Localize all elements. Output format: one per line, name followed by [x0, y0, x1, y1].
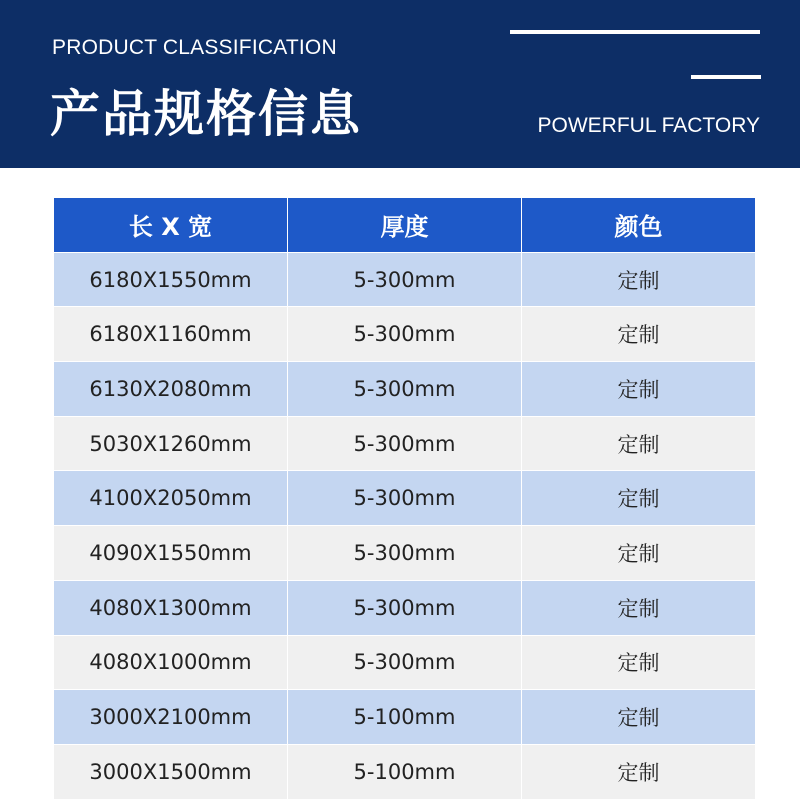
cell-thickness: 5-300mm [288, 581, 522, 635]
page-title: 产品规格信息 [50, 85, 362, 143]
decorative-line-short [691, 75, 761, 79]
cell-size: 4090X1550mm [54, 526, 288, 580]
header-cell-size: 长 X 宽 [54, 198, 288, 252]
cell-size: 6130X2080mm [54, 362, 288, 416]
cell-color: 定制 [522, 581, 755, 635]
table-row [54, 306, 755, 361]
cell-size: 4080X1300mm [54, 581, 288, 635]
header-banner [0, 0, 800, 168]
cell-size: 5030X1260mm [54, 417, 288, 471]
table-row [54, 361, 755, 416]
cell-size: 6180X1550mm [54, 253, 288, 307]
decorative-line-top [510, 30, 760, 34]
spec-table [54, 198, 755, 799]
table-row [54, 689, 755, 744]
table-row [54, 744, 755, 799]
cell-color: 定制 [522, 690, 755, 744]
table-row [54, 635, 755, 690]
header-cell-thickness: 厚度 [288, 198, 522, 252]
cell-thickness: 5-300mm [288, 417, 522, 471]
table-row [54, 416, 755, 471]
table-row [54, 252, 755, 307]
cell-color: 定制 [522, 362, 755, 416]
table-row [54, 525, 755, 580]
table-row [54, 470, 755, 525]
cell-thickness: 5-300mm [288, 253, 522, 307]
cell-color: 定制 [522, 745, 755, 799]
cell-thickness: 5-300mm [288, 362, 522, 416]
cell-thickness: 5-100mm [288, 690, 522, 744]
cell-thickness: 5-300mm [288, 307, 522, 361]
header-subtitle: PRODUCT CLASSIFICATION [52, 36, 337, 59]
cell-thickness: 5-300mm [288, 526, 522, 580]
cell-size: 4080X1000mm [54, 636, 288, 690]
table-row [54, 580, 755, 635]
cell-size: 4100X2050mm [54, 471, 288, 525]
cell-thickness: 5-300mm [288, 471, 522, 525]
cell-color: 定制 [522, 636, 755, 690]
cell-thickness: 5-300mm [288, 636, 522, 690]
table-header-row [54, 198, 755, 252]
cell-thickness: 5-100mm [288, 745, 522, 799]
cell-color: 定制 [522, 417, 755, 471]
header-tagline: POWERFUL FACTORY [537, 114, 760, 137]
cell-color: 定制 [522, 526, 755, 580]
header-cell-color: 颜色 [522, 198, 755, 252]
cell-size: 6180X1160mm [54, 307, 288, 361]
cell-size: 3000X2100mm [54, 690, 288, 744]
cell-size: 3000X1500mm [54, 745, 288, 799]
cell-color: 定制 [522, 471, 755, 525]
cell-color: 定制 [522, 253, 755, 307]
cell-color: 定制 [522, 307, 755, 361]
